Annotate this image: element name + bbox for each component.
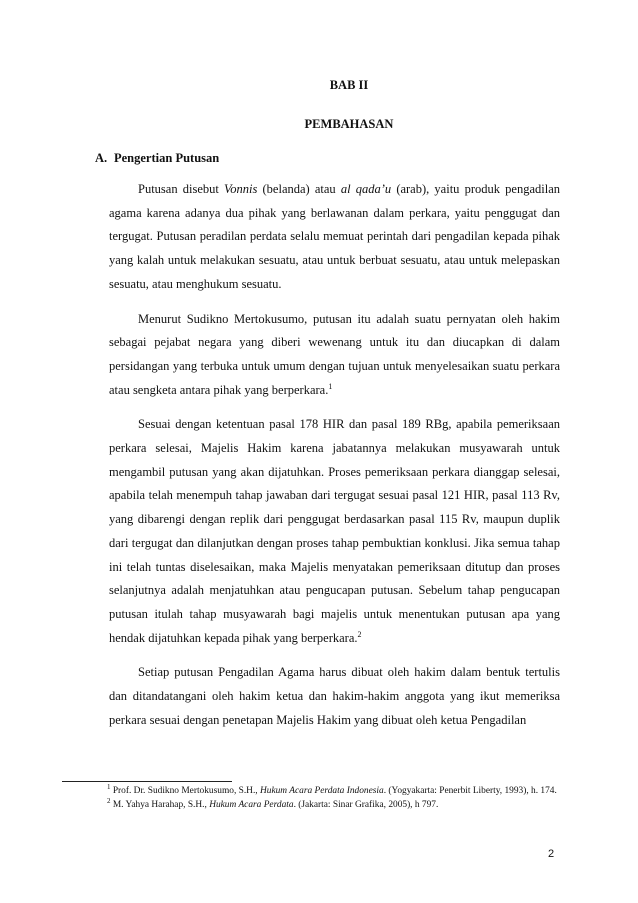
italic-text: Hukum Acara Perdata — [209, 800, 294, 810]
text-run: . (Jakarta: Sinar Grafika, 2005), h 797. — [293, 800, 439, 810]
footnote-reference: 1 — [107, 782, 111, 791]
italic-text: Hukum Acara Perdata Indonesia — [260, 786, 384, 796]
text-run: (belanda) atau — [257, 182, 341, 196]
text-run: Putusan disebut — [138, 182, 225, 196]
text-run: Setiap putusan Pengadilan Agama harus dibuat oleh hakim dalam bentuk tertulis dan ditandatangani oleh hakim ketua dan hakim-hakim anggota yang ikut memeriksa perkara sesuai dengan penetapan Majelis Hakim yang dibuat oleh ketua Pengadilan — [109, 665, 560, 727]
footnotes — [62, 784, 560, 812]
text-run: (arab), yaitu produk pengadilan agama karena adanya dua pihak yang berlawanan dalam perkara, yaitu penggugat dan tergugat. Putusan peradilan perdata selalu memuat perintah dari pengadilan kepada pihak yang kalah untuk melakukan sesuatu, atau untuk berbuat sesuatu, atau untuk melepaskan sesuatu, atau menghukum sesuatu. — [109, 182, 560, 291]
footnote-reference: 2 — [107, 796, 111, 805]
footnote-separator — [62, 781, 232, 782]
chapter-title: PEMBAHASAN — [304, 117, 394, 131]
page-number: 2 — [548, 848, 555, 860]
footnote-reference: 2 — [357, 629, 362, 639]
text-run: Menurut Sudikno Mertokusumo, putusan itu adalah suatu pernyatan oleh hakim sebagai pejabat negara yang diberi wewenang untuk itu dan diucapkan di dalam persidangan yang terbuka untuk umum dengan tujuan untuk menyelesaikan suatu perkara atau sengketa antara pihak yang berperkara. — [109, 311, 560, 397]
chapter-heading: BAB II — [329, 78, 369, 92]
footnote — [62, 798, 560, 812]
paragraph — [109, 413, 560, 650]
paragraph — [109, 308, 560, 403]
section-letter: A. — [95, 151, 108, 165]
section-heading — [95, 151, 219, 166]
section-title: Pengertian Putusan — [114, 151, 220, 165]
text-run: . (Yogyakarta: Penerbit Liberty, 1993), h. 174. — [383, 786, 557, 796]
footnote — [62, 784, 560, 798]
paragraph — [109, 661, 560, 732]
body-text — [109, 178, 560, 743]
italic-text: al qada’u — [340, 182, 392, 196]
text-run: M. Yahya Harahap, S.H., — [110, 800, 210, 810]
text-run: Sesuai dengan ketentuan pasal 178 HIR dan pasal 189 RBg, apabila pemeriksaan perkara selesai, Majelis Hakim karena jabatannya melakukan musyawarah untuk mengambil putusan yang akan dijatuhkan. Proses pemeriksaan perkara dianggap selesai, apabila telah menempuh tahap jawaban dari tergugat sesuai pasal 121 HIR, pasal 113 Rv, yang dibarengi dengan replik dari penggugat berdasarkan pasal 115 Rv, maupun duplik dari tergugat dan dilanjutkan dengan proses tahap pembuktian konklusi. Jika semua tahap ini telah tuntas diselesaikan, maka Majelis menyatakan pemeriksaan ditutup dan proses selanjutnya adalah menjatuhkan atau pengucapan putusan. Sebelum tahap pengucapan putusan itulah tahap musyawarah bagi majelis untuk menentukan putusan apa yang hendak dijatuhkan kepada pihak yang berperkara. — [109, 417, 560, 645]
text-run: Prof. Dr. Sudikno Mertokusumo, S.H., — [110, 786, 260, 796]
footnote-reference: 1 — [328, 381, 333, 391]
italic-text: Vonnis — [224, 182, 258, 196]
paragraph — [109, 178, 560, 297]
